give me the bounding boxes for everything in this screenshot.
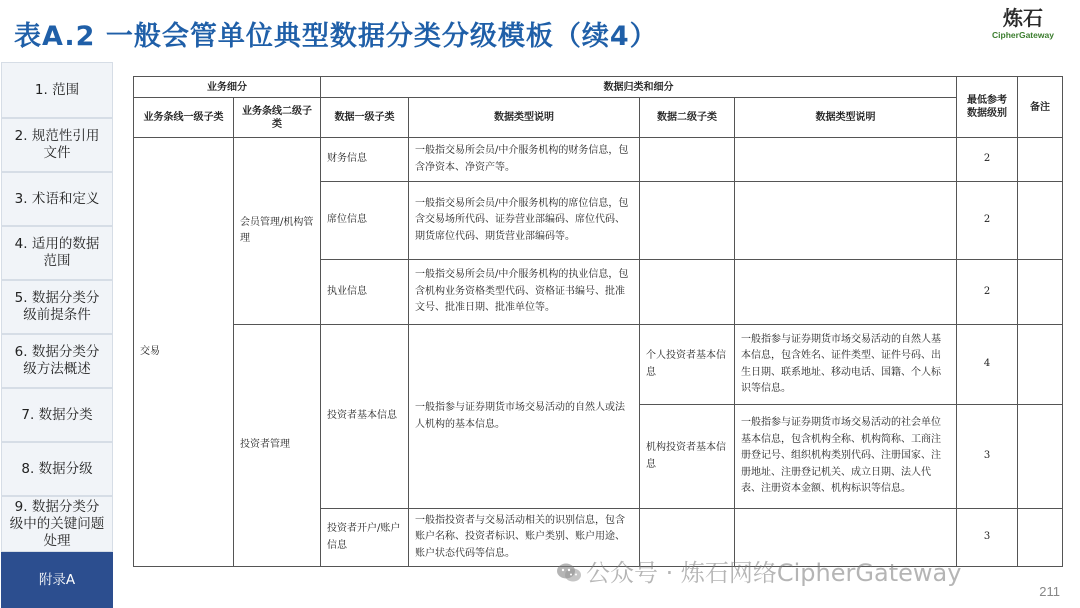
- cell-line2-investor: 投资者管理: [234, 325, 321, 567]
- cell-level: 4: [957, 325, 1018, 405]
- cell-level: 2: [957, 138, 1018, 182]
- sidebar-item-normative-references[interactable]: 2. 规范性引用文件: [1, 118, 113, 172]
- cell-desc1: 一般指交易所会员/中介服务机构的执业信息，包含机构业务资格类型代码、资格证书编号、批准文号、批准日期、批准单位等。: [409, 260, 640, 325]
- cell-data1: 财务信息: [321, 138, 409, 182]
- sidebar-item-prerequisites[interactable]: 5. 数据分类分级前提条件: [1, 280, 113, 334]
- header-data-classification: 数据归类和细分: [321, 77, 957, 98]
- cell-desc1: 一般指参与证券期货市场交易活动的自然人或法人机构的基本信息。: [409, 325, 640, 509]
- cell-data1: 执业信息: [321, 260, 409, 325]
- cell-remark: [1018, 138, 1063, 182]
- cell-desc2: [735, 182, 957, 260]
- cell-remark: [1018, 182, 1063, 260]
- cell-remark: [1018, 260, 1063, 325]
- page-title: 表A.2 一般会管单位典型数据分类分级模板（续4）: [14, 21, 658, 52]
- classification-table: [133, 76, 1063, 567]
- cell-data1: 投资者基本信息: [321, 325, 409, 509]
- header-min-level: 最低参考数据级别: [957, 77, 1018, 138]
- header-data2: 数据二级子类: [640, 98, 735, 138]
- sidebar-item-terms-definitions[interactable]: 3. 术语和定义: [1, 172, 113, 226]
- cell-data2: 个人投资者基本信息: [640, 325, 735, 405]
- cell-data2: 机构投资者基本信息: [640, 405, 735, 509]
- cell-desc2: 一般指参与证券期货市场交易活动的社会单位基本信息，包含机构全称、机构简称、工商注册登记号、组织机构类别代码、注册国家、注册地址、注册登记机关、成立日期、法人代表、注册资本金额、机构标识等信息。: [735, 405, 957, 509]
- cell-data2: [640, 260, 735, 325]
- header-remark: 备注: [1018, 77, 1063, 138]
- sidebar-item-key-issues[interactable]: 9. 数据分类分级中的关键问题处理: [1, 496, 113, 552]
- cell-desc2: 一般指参与证券期货市场交易活动的自然人基本信息，包含姓名、证件类型、证件号码、出生日期、联系地址、移动电话、国籍、个人标识等信息。: [735, 325, 957, 405]
- header-business-segment: 业务细分: [134, 77, 321, 98]
- cell-level: 3: [957, 509, 1018, 567]
- logo-chinese-text: 炼石: [1003, 6, 1043, 30]
- cell-level: 3: [957, 405, 1018, 509]
- table-row: [134, 138, 1063, 182]
- cell-remark: [1018, 405, 1063, 509]
- header-data1: 数据一级子类: [321, 98, 409, 138]
- watermark: [556, 553, 961, 588]
- cell-level: 2: [957, 260, 1018, 325]
- logo-english-text: CipherGateway: [992, 30, 1054, 40]
- sidebar-item-scope[interactable]: 1. 范围: [1, 62, 113, 118]
- cell-remark: [1018, 509, 1063, 567]
- section-sidebar: [0, 62, 116, 608]
- cell-desc2: [735, 138, 957, 182]
- page-number: 211: [1039, 584, 1060, 599]
- wechat-icon: [556, 562, 582, 584]
- cell-data1: 席位信息: [321, 182, 409, 260]
- cell-line2-member: 会员管理/机构管理: [234, 138, 321, 325]
- sidebar-item-method-overview[interactable]: 6. 数据分类分级方法概述: [1, 334, 113, 388]
- cell-level: 2: [957, 182, 1018, 260]
- header-desc1: 数据类型说明: [409, 98, 640, 138]
- brand-logo: [978, 6, 1068, 40]
- header-line1: 业务条线一级子类: [134, 98, 234, 138]
- cell-data2: [640, 182, 735, 260]
- cell-remark: [1018, 325, 1063, 405]
- cell-desc1: 一般指交易所会员/中介服务机构的席位信息，包含交易场所代码、证券营业部编码、席位代码、期货席位代码、期货营业部编码等。: [409, 182, 640, 260]
- cell-desc1: 一般指投资者与交易活动相关的识别信息，包含账户名称、投资者标识、账户类别、账户用途、账户状态代码等信息。: [409, 509, 640, 567]
- sidebar-item-data-scope[interactable]: 4. 适用的数据范围: [1, 226, 113, 280]
- watermark-text: 公众号 · 炼石网络CipherGateway: [586, 559, 962, 587]
- header-desc2: 数据类型说明: [735, 98, 957, 138]
- sidebar-item-data-grading[interactable]: 8. 数据分级: [1, 442, 113, 496]
- table-row: [134, 325, 1063, 405]
- cell-desc1: 一般指交易所会员/中介服务机构的财务信息，包含净资本、净资产等。: [409, 138, 640, 182]
- header-line2: 业务条线二级子类: [234, 98, 321, 138]
- cell-data2: [640, 138, 735, 182]
- cell-line1: 交易: [134, 138, 234, 567]
- sidebar-item-appendix-a[interactable]: 附录A: [1, 552, 113, 608]
- cell-desc2: [735, 260, 957, 325]
- cell-data1: 投资者开户/账户信息: [321, 509, 409, 567]
- sidebar-item-data-classification[interactable]: 7. 数据分类: [1, 388, 113, 442]
